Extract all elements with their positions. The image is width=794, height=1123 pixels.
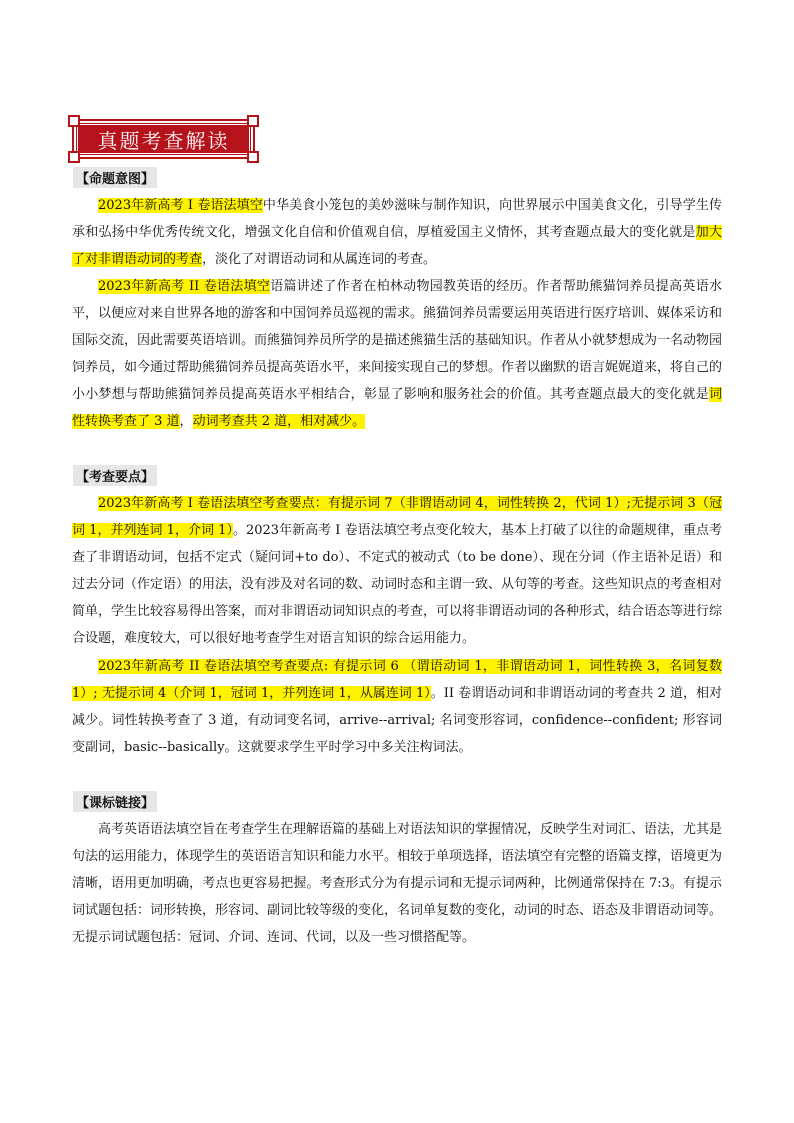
banner-corner-ornament bbox=[247, 115, 259, 127]
highlight-text: 动词考查共 2 道，相对减少。 bbox=[192, 414, 366, 429]
banner-corner-ornament bbox=[68, 151, 80, 163]
highlight-text: 2023年新高考 II 卷语法填空考查要点: 有提示词 6 （谓语动词 1，非谓语动词 1，词性转换 3，名词复数 1）; 无提示词 4（介词 1，冠词 1，并列连词 1，从属连词 1） bbox=[72, 659, 722, 701]
title-banner-fill bbox=[77, 124, 250, 154]
banner-corner-ornament bbox=[68, 115, 80, 127]
highlight-text: 2023年新高考 I 卷语法填空 bbox=[98, 198, 263, 213]
highlight-text: 2023年新高考 I 卷语法填空考查要点：有提示词 7（非谓语动词 4，词性转换 2，代词 1）;无提示词 3（冠词 1，并列连词 1，介词 1） bbox=[72, 496, 722, 538]
body-text: ， bbox=[179, 414, 193, 429]
title-banner bbox=[72, 119, 255, 159]
body-text: 。2023年新高考 I 卷语法填空考点变化较大，基本上打破了以往的命题规律，重点考查了非谓语动词，包括不定式（疑问词+to do）、不定式的被动式（to be done）、现在分词（作主语补足语）和过去分词（作定语）的用法，没有涉及对名词的数、动词时态和主谓一致、从句等的考查。这些知识点的考查相对简单，学生比较容易得出答案，而对非谓语动词知识点的考查，可以将非谓语动词的各种形式，结合语态等进行综合设题，难度较大，可以很好地考查学生对语言知识的综合运用能力。 bbox=[72, 523, 723, 646]
page-title: 真题考查解读 bbox=[97, 128, 230, 153]
highlight-text: 加大了对非谓语动词的考查 bbox=[72, 225, 722, 267]
body-text: 。II 卷谓语动词和非谓语动词的考查共 2 道，相对减少。词性转换考查了 3 道，有动词变名词，arrive--arrival; 名词变形容词，confidence--confident; 形容词变副词，basic--basically。这就要求学生平时学习中多关注构词法。 bbox=[72, 686, 722, 755]
paragraph-curriculum-1 bbox=[72, 816, 722, 951]
paragraph-intent-1 bbox=[72, 192, 722, 273]
section-label-curriculum: 【课标链接】 bbox=[73, 791, 157, 812]
banner-corner-ornament bbox=[247, 151, 259, 163]
body-text: 语篇讲述了作者在柏林动物园教英语的经历。作者帮助熊猫饲养员提高英语水平，以便应对来自世界各地的游客和中国饲养员巡视的需求。熊猫饲养员需要运用英语进行医疗培训、媒体采访和国际交流，因此需要英语培训。而熊猫饲养员所学的是描述熊猫生活的基础知识。作者从小就梦想成为一名动物园饲养员，如今通过帮助熊猫饲养员提高英语水平，来间接实现自己的梦想。作者以幽默的语言娓娓道来，将自己的小小梦想与帮助熊猫饲养员提高英语水平相结合，彰显了影响和服务社会的价值。其考查题点最大的变化就是 bbox=[72, 279, 723, 402]
paragraph-key-points-1 bbox=[72, 490, 722, 652]
highlight-text: 词性转换考查了 3 道 bbox=[72, 387, 722, 429]
section-label-intent: 【命题意图】 bbox=[73, 167, 157, 188]
body-text: 中华美食小笼包的美妙滋味与制作知识，向世界展示中国美食文化，引导学生传承和弘扬中华优秀传统文化，增强文化自信和价值观自信，厚植爱国主义情怀，其考查题点最大的变化就是 bbox=[72, 198, 722, 240]
paragraph-key-points-2 bbox=[72, 653, 722, 761]
section-label-key-points: 【考查要点】 bbox=[73, 465, 157, 486]
highlight-text: 2023年新高考 II 卷语法填空 bbox=[98, 279, 271, 294]
body-text: 高考英语语法填空旨在考查学生在理解语篇的基础上对语法知识的掌握情况，反映学生对词汇、语法，尤其是句法的运用能力，体现学生的英语语言知识和能力水平。相较于单项选择，语法填空有完整的语篇支撑，语境更为清晰，语用更加明确，考点也更容易把握。考查形式分为有提示词和无提示词两种，比例通常保持在 7:3。有提示词试题包括：词形转换，形容词、副词比较等级的变化，名词单复数的变化，动词的时态、语态及非谓语动词等。无提示词试题包括：冠词、介词、连词、代词，以及一些习惯搭配等。 bbox=[72, 822, 723, 945]
body-text: ，淡化了对谓语动词和从属连词的考查。 bbox=[202, 252, 437, 267]
paragraph-intent-2 bbox=[72, 273, 722, 435]
